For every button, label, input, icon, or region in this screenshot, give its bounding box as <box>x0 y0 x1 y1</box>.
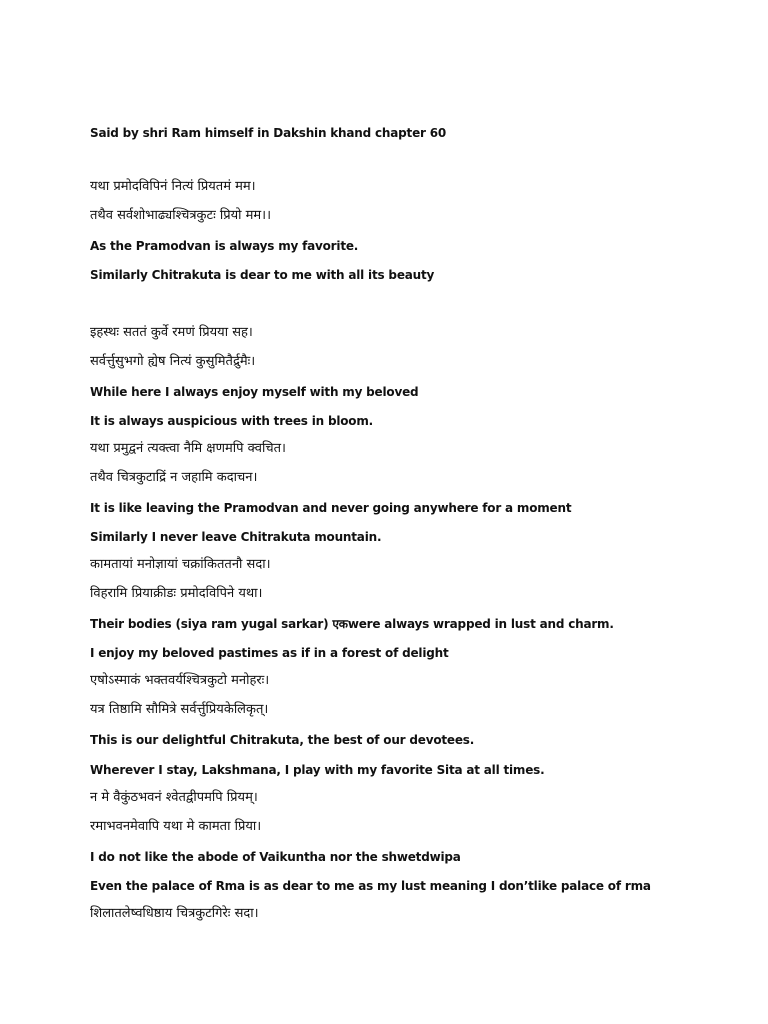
sanskrit-verse-line: एषोऽस्माकं भक्तवर्यश्चित्रकुटो मनोहरः। <box>90 673 270 688</box>
translation-line: Similarly Chitrakuta is dear to me with all its beauty <box>90 268 435 282</box>
sanskrit-verse-line: तथैव चित्रकुटाद्रिं न जहामि कदाचन। <box>90 470 258 485</box>
translation-line: This is our delightful Chitrakuta, the best of our devotees. <box>90 733 475 747</box>
sanskrit-verse-line: इहस्थः सततं कुर्वे रमणं प्रियया सह। <box>90 325 253 340</box>
translation-line: Similarly I never leave Chitrakuta mountain. <box>90 530 382 544</box>
sanskrit-verse-line: कामतायां मनोज्ञायां चक्रांकिततनौ सदा। <box>90 557 271 572</box>
translation-line: Even the palace of Rma is as dear to me as my lust meaning I don’tlike palace of rma <box>90 879 651 893</box>
translation-line: It is like leaving the Pramodvan and never going anywhere for a moment <box>90 501 572 515</box>
sanskrit-verse-line: न मे वैकुंठभवनं श्वेतद्वीपमपि प्रियम्। <box>90 790 258 805</box>
sanskrit-verse-line: यत्र तिष्ठामि सौमित्रे सर्वर्त्तुप्रियकेलिकृत्। <box>90 702 269 717</box>
sanskrit-verse-line: यथा प्रमुद्वनं त्यक्त्वा नैमि क्षणमपि क्वचित। <box>90 441 286 456</box>
sanskrit-verse-line: विहरामि प्रियाक्रीडः प्रमोदविपिने यथा। <box>90 586 263 601</box>
sanskrit-verse-line: रमाभवनमेवापि यथा मे कामता प्रिया। <box>90 819 262 834</box>
translation-line: While here I always enjoy myself with my beloved <box>90 385 419 399</box>
heading-line: Said by shri Ram himself in Dakshin khand chapter 60 <box>90 126 447 140</box>
sanskrit-verse-line: सर्वर्त्तुसुभगो ह्येष नित्यं कुसुमितैर्द्रुमैः। <box>90 354 256 369</box>
sanskrit-verse-line: यथा प्रमोदविपिनं नित्यं प्रियतमं मम। <box>90 179 256 194</box>
translation-line: Their bodies (siya ram yugal sarkar) एकwere always wrapped in lust and charm. <box>90 617 614 631</box>
translation-line: I enjoy my beloved pastimes as if in a forest of delight <box>90 646 449 660</box>
translation-line: Wherever I stay, Lakshmana, I play with my favorite Sita at all times. <box>90 763 545 777</box>
translation-line: It is always auspicious with trees in bloom. <box>90 414 373 428</box>
translation-line: I do not like the abode of Vaikuntha nor the shwetdwipa <box>90 850 461 864</box>
translation-line: As the Pramodvan is always my favorite. <box>90 239 359 253</box>
sanskrit-verse-line: तथैव सर्वशोभाढ्यश्चित्रकुटः प्रियो मम।। <box>90 208 272 223</box>
sanskrit-verse-line: शिलातलेष्वधिष्ठाय चित्रकुटगिरेः सदा। <box>90 906 259 921</box>
